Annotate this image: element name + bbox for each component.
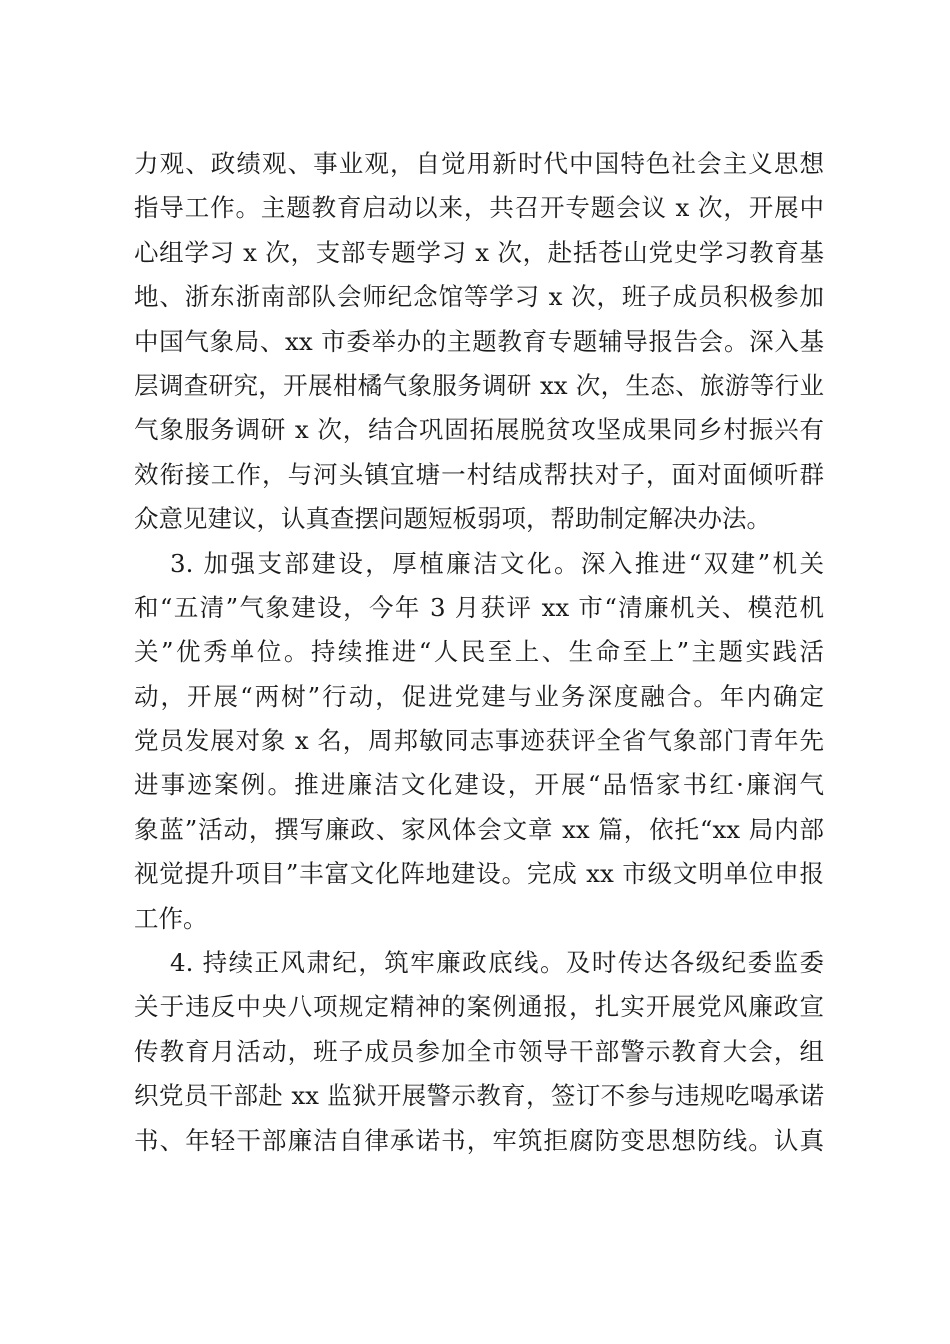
text-line: 动，开展“两树”行动，促进党建与业务深度融合。年内确定 [134, 681, 824, 711]
text-line: 地、浙东浙南部队会师纪念馆等学习 x 次，班子成员积极参加 [134, 282, 824, 312]
text-line: 力观、政绩观、事业观，自觉用新时代中国特色社会主义思想 [134, 149, 824, 178]
text-line: 党员发展对象 x 名，周邦敏同志事迹获评全省气象部门青年先 [134, 726, 824, 756]
text-line: 关于违反中央八项规定精神的案例通报，扎实开展党风廉政宣 [134, 992, 824, 1022]
text-line: 气象服务调研 x 次，结合巩固拓展脱贫攻坚成果同乡村振兴有 [134, 415, 824, 445]
text-line: 象蓝”活动，撰写廉政、家风体会文章 xx 篇，依托“xx 局内部 [134, 814, 824, 844]
body-text [134, 142, 824, 1163]
text-line: 工作。 [134, 903, 208, 933]
text-line: 4. 持续正风肃纪，筑牢廉政底线。及时传达各级纪委监委 [170, 948, 824, 978]
text-line: 中国气象局、xx 市委举办的主题教育专题辅导报告会。深入基 [134, 326, 824, 356]
text-line: 3. 加强支部建设，厚植廉洁文化。深入推进“双建”机关 [170, 548, 824, 578]
text-line: 书、年轻干部廉洁自律承诺书，牢筑拒腐防变思想防线。认真 [134, 1125, 824, 1155]
text-line: 关”优秀单位。持续推进“人民至上、生命至上”主题实践活 [134, 637, 824, 667]
text-line: 心组学习 x 次，支部专题学习 x 次，赴括苍山党史学习教育基 [134, 237, 824, 267]
text-line: 层调查研究，开展柑橘气象服务调研 xx 次，生态、旅游等行业 [134, 370, 824, 400]
text-line: 众意见建议，认真查摆问题短板弱项，帮助制定解决办法。 [134, 504, 771, 534]
text-line: 传教育月活动，班子成员参加全市领导干部警示教育大会，组 [134, 1036, 824, 1066]
text-line: 进事迹案例。推进廉洁文化建设，开展“品悟家书红·廉润气 [134, 770, 824, 800]
text-line: 织党员干部赴 xx 监狱开展警示教育，签订不参与违规吃喝承诺 [134, 1081, 824, 1111]
text-line: 效衔接工作，与河头镇宜塘一村结成帮扶对子，面对面倾听群 [134, 459, 824, 489]
text-line: 指导工作。主题教育启动以来，共召开专题会议 x 次，开展中 [134, 193, 824, 223]
text-line: 视觉提升项目”丰富文化阵地建设。完成 xx 市级文明单位申报 [134, 859, 824, 889]
text-line: 和“五清”气象建设，今年 3 月获评 xx 市“清廉机关、模范机 [134, 592, 824, 622]
